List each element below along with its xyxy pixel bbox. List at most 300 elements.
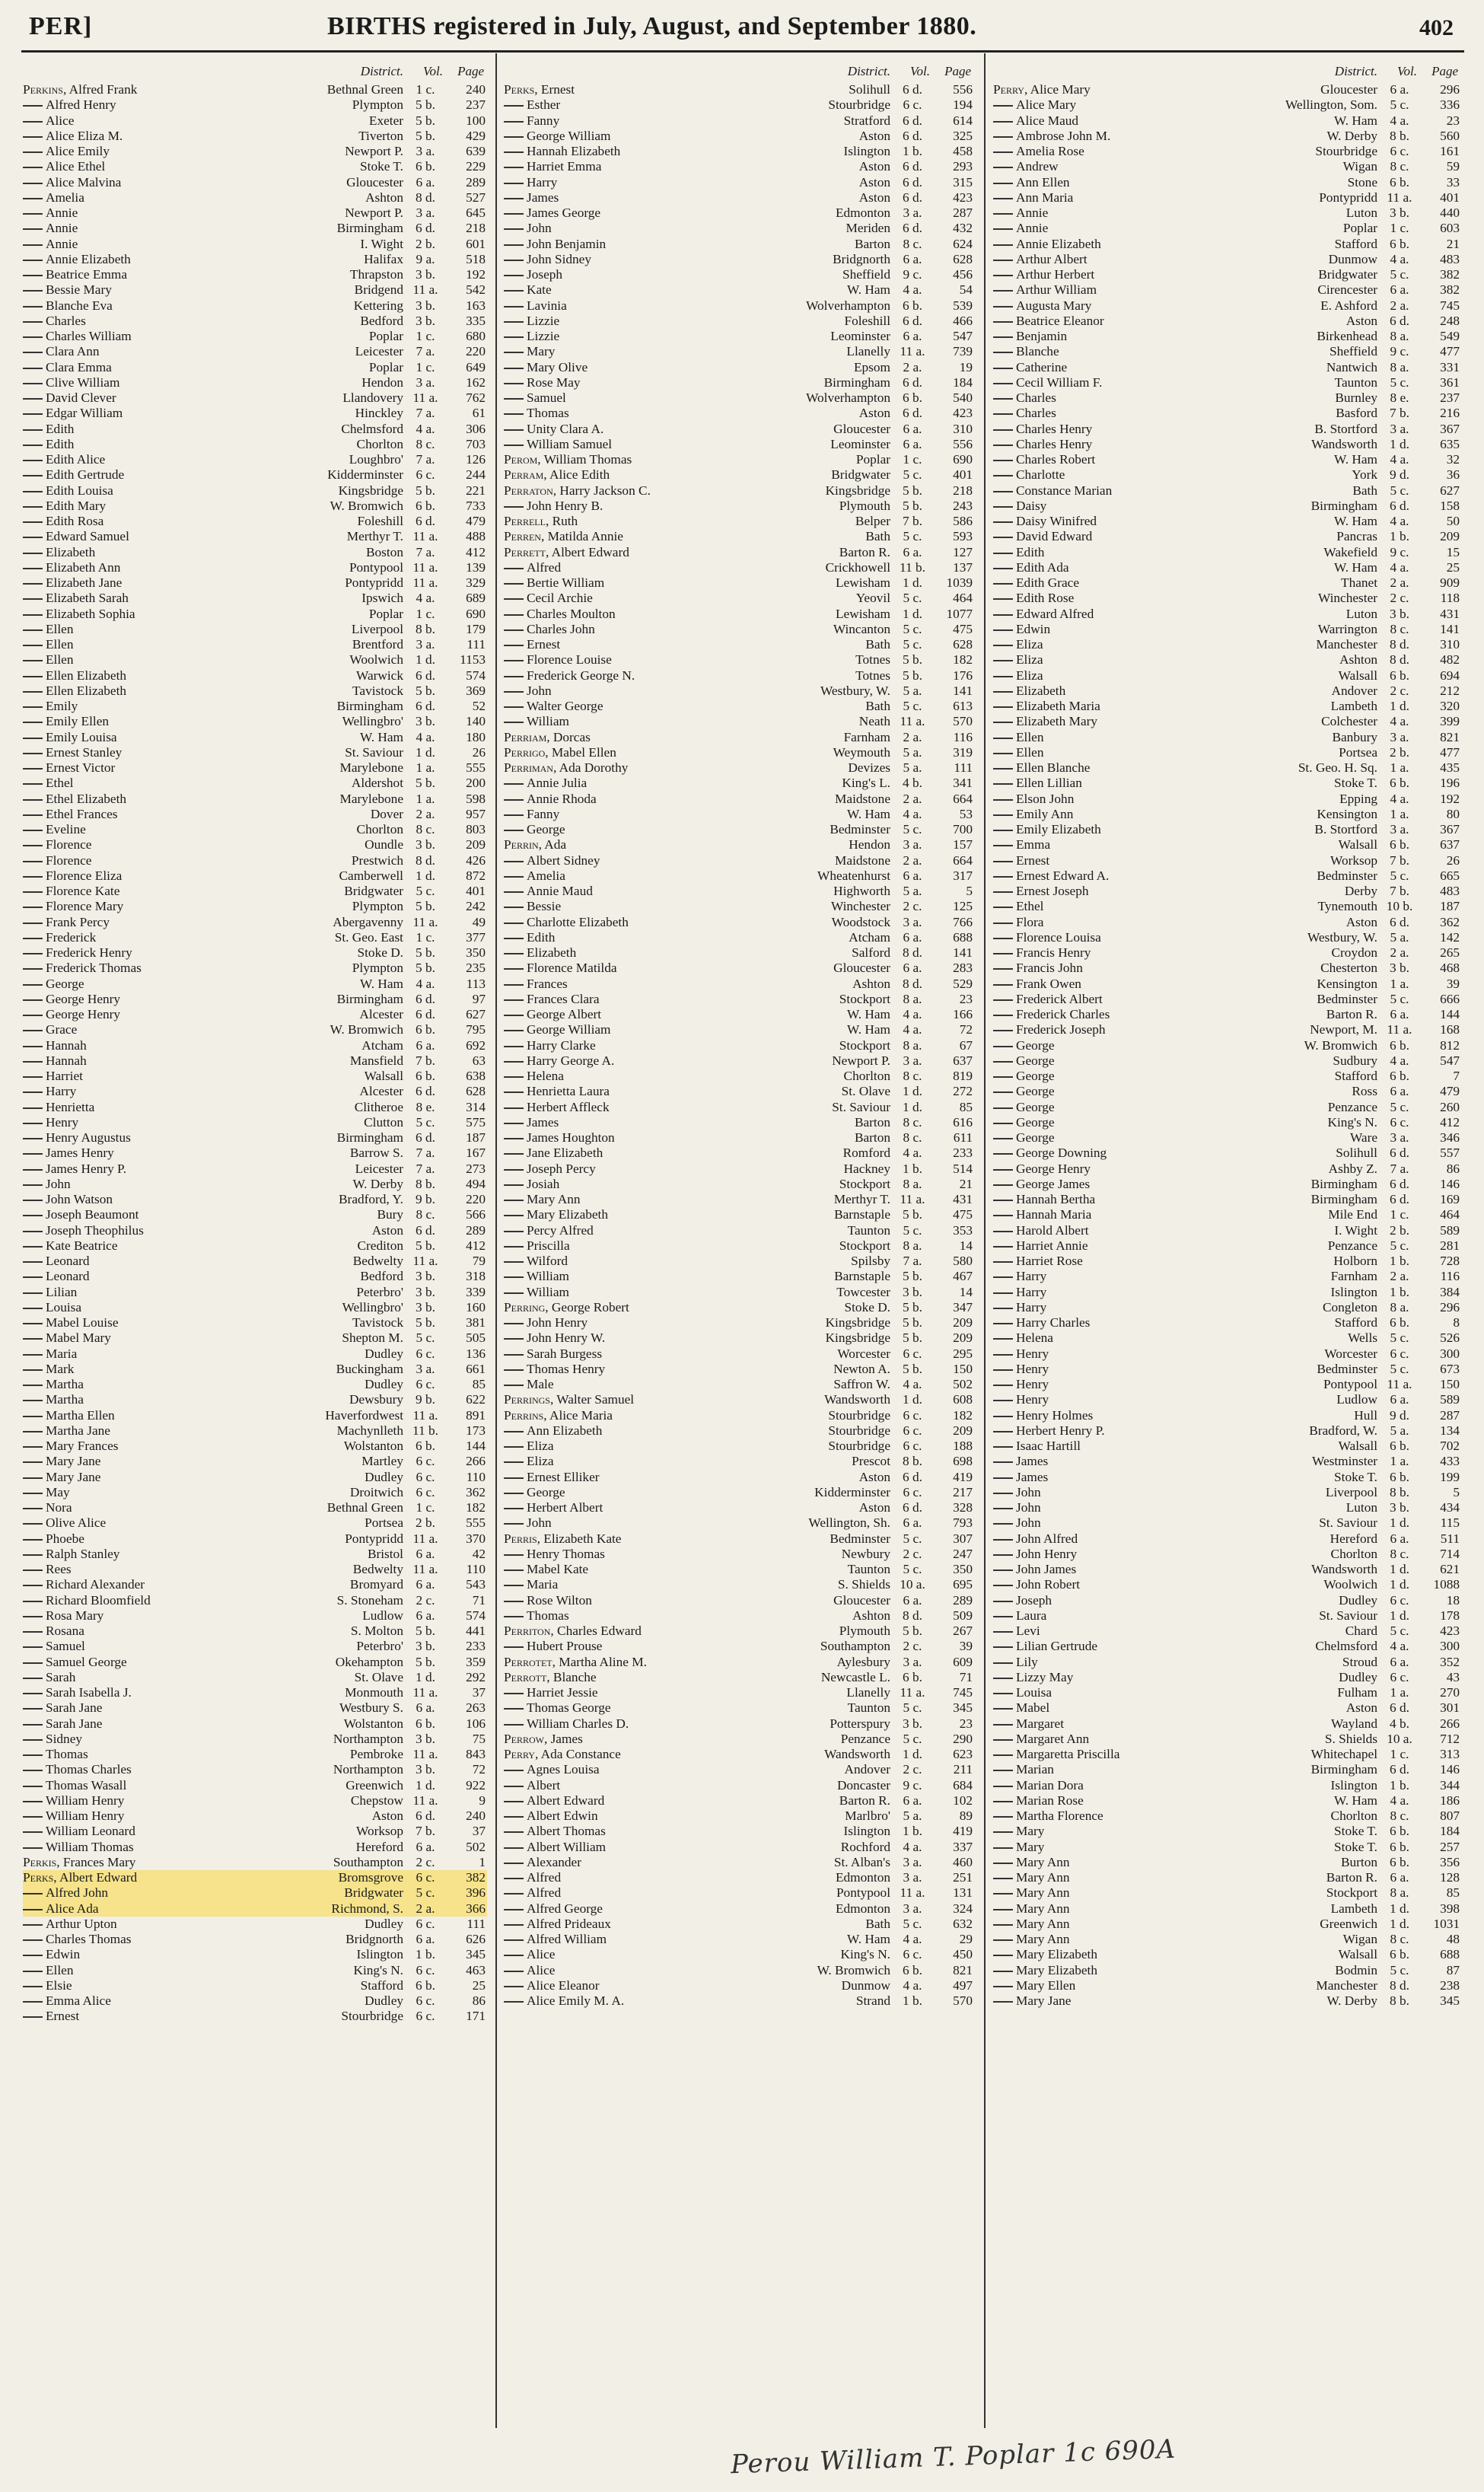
entry-volume: 6 c. [903, 1423, 922, 1438]
index-entry [504, 1670, 974, 1685]
index-entry [23, 252, 487, 267]
entry-name [504, 730, 591, 745]
entry-district: Droitwich [349, 1484, 403, 1499]
entry-volume: 3 b. [1390, 1500, 1409, 1515]
ditto-dash [993, 1724, 1013, 1726]
entry-volume: 10 a. [900, 1577, 925, 1592]
entry-district: Bedford [360, 1269, 403, 1284]
entry-volume: 11 a. [412, 1531, 438, 1546]
entry-page: 257 [1440, 1839, 1460, 1854]
entry-district: Penzance [840, 1731, 890, 1746]
entry-page: 555 [466, 760, 486, 775]
entry-volume: 6 a. [416, 1700, 435, 1716]
entry-page: 240 [466, 1808, 486, 1823]
entry-district: King's N. [840, 1947, 890, 1962]
entry-given-name: Frances Clara [527, 991, 600, 1006]
ditto-dash [23, 1523, 43, 1525]
entry-page: 426 [466, 852, 486, 868]
ditto-dash [504, 121, 524, 123]
entry-given-name: Marian [1016, 1762, 1054, 1777]
entry-page: 412 [1440, 1114, 1460, 1130]
entry-volume: 6 d. [903, 406, 922, 421]
entry-page: 479 [1440, 1084, 1460, 1099]
entry-page: 324 [953, 1901, 973, 1916]
entry-given-name: Frank Owen [1016, 976, 1081, 991]
index-entry [993, 1855, 1461, 1870]
index-entry [23, 977, 487, 992]
entry-district: Wellingbro' [342, 714, 403, 729]
entry-district: Gloucester [346, 174, 403, 190]
entry-given-name: Bertie William [527, 575, 605, 590]
entry-given-name: Henry Thomas [527, 1546, 605, 1561]
entry-volume: 3 a. [1390, 729, 1409, 744]
entry-district: Crickhowell [825, 559, 890, 575]
entry-page: 289 [953, 1592, 973, 1608]
ditto-dash [504, 213, 524, 215]
index-entry [23, 483, 487, 499]
entry-page: 456 [953, 267, 973, 282]
entry-district: Stoke D. [357, 945, 403, 960]
ditto-dash [993, 398, 1013, 400]
index-entry [504, 1392, 974, 1407]
entry-volume: 2 c. [1390, 683, 1409, 698]
entry-volume: 11 a. [412, 1685, 438, 1700]
entry-page: 218 [953, 483, 973, 498]
ditto-dash [23, 691, 43, 693]
entry-volume: 6 d. [416, 991, 435, 1006]
ditto-dash [504, 691, 524, 693]
entry-district: Llanelly [846, 1685, 890, 1700]
entry-page: 543 [466, 1577, 486, 1592]
entry-given-name: Priscilla [527, 1238, 570, 1253]
entry-district: Pontypool [1323, 1377, 1377, 1391]
entry-page: 42 [472, 1546, 486, 1561]
entry-page: 475 [953, 621, 973, 636]
entry-district: Cirencester [1317, 282, 1377, 298]
entry-volume: 1 b. [1390, 529, 1409, 544]
entry-volume: 1 a. [1390, 806, 1409, 821]
entry-given-name: Elizabeth [1016, 683, 1066, 698]
index-entry [993, 992, 1461, 1007]
index-entry [993, 591, 1461, 606]
entry-volume: 5 c. [416, 884, 435, 898]
entry-given-name: Martha [46, 1392, 84, 1407]
ditto-dash [23, 228, 43, 230]
entry-district: Stockport [1326, 1885, 1377, 1901]
entry-given-name: Beatrice Emma [46, 267, 127, 282]
ditto-dash [23, 1924, 43, 1926]
index-entry [993, 144, 1461, 159]
entry-district: Lambeth [1330, 699, 1377, 713]
entry-volume: 11 a. [900, 1885, 925, 1901]
entry-district: St. Saviour [1319, 1515, 1377, 1531]
entry-given-name: Leonard [46, 1269, 90, 1284]
ditto-dash [23, 1939, 43, 1941]
index-entry [504, 1716, 974, 1732]
entry-district: Epping [1339, 791, 1377, 806]
entry-given-name: Eveline [46, 822, 86, 837]
ditto-dash [993, 861, 1013, 862]
ditto-dash [23, 275, 43, 276]
entry-given-name: Mary Elizabeth [1016, 1947, 1098, 1962]
index-entry [23, 1238, 487, 1254]
entry-volume: 9 c. [1390, 344, 1409, 359]
ditto-dash [23, 1076, 43, 1078]
entry-page: 209 [1440, 529, 1460, 544]
index-entry [993, 1392, 1461, 1407]
entry-district: Wandsworth [1311, 436, 1377, 451]
entry-volume: 5 c. [1390, 1099, 1409, 1114]
entry-volume: 2 a. [1390, 1269, 1409, 1284]
entry-district: Stafford [1334, 236, 1377, 251]
entry-volume: 7 b. [416, 1824, 435, 1839]
index-entry [504, 1069, 974, 1084]
entry-given-name: James Henry P. [46, 1161, 127, 1176]
entry-given-name: Margaret Ann [1016, 1731, 1090, 1746]
index-entry [993, 1485, 1461, 1500]
entry-given-name: Richard Bloomfield [46, 1592, 151, 1608]
index-entry [23, 144, 487, 159]
entry-given-name: John Sidney [527, 251, 591, 266]
entry-district: Crediton [357, 1238, 403, 1253]
entry-district: Islington [1330, 1777, 1377, 1793]
vol-heading: Vol. [1397, 64, 1417, 78]
entry-district: Dover [370, 806, 403, 821]
entry-given-name: May [46, 1484, 70, 1499]
index-entry [993, 1470, 1461, 1485]
entry-district: Aston [858, 128, 890, 143]
entry-volume: 3 b. [416, 1639, 435, 1654]
entry-given-name: Annie [1016, 221, 1049, 236]
entry-page: 664 [953, 791, 973, 806]
index-entry [23, 452, 487, 467]
ditto-dash [504, 984, 524, 986]
entry-page: 872 [466, 868, 486, 883]
index-entry [504, 1315, 974, 1330]
entry-page: 366 [466, 1901, 486, 1916]
entry-district: Kidderminster [814, 1484, 890, 1499]
ditto-dash [23, 1015, 43, 1016]
entry-name [504, 1655, 647, 1670]
entry-page: 209 [466, 837, 486, 852]
ditto-dash [23, 1061, 43, 1063]
ditto-dash [504, 198, 524, 199]
ditto-dash [23, 1786, 43, 1787]
entry-district: Pontypridd [1319, 190, 1377, 205]
index-entry [993, 1577, 1461, 1592]
entry-district: Newport P. [345, 206, 403, 220]
entry-volume: 6 d. [416, 514, 435, 528]
entry-given-name: Samuel [46, 1639, 85, 1654]
entry-given-name: George [1016, 1037, 1055, 1053]
entry-page: 188 [953, 1439, 973, 1453]
entry-district: Chelmsford [341, 421, 403, 436]
entry-page: 295 [953, 1346, 973, 1361]
entry-district: Banbury [1332, 729, 1377, 744]
ditto-dash [23, 1292, 43, 1294]
ditto-dash [993, 260, 1013, 261]
entry-district: Wolstanton [343, 1439, 403, 1453]
entry-district: Birmingham [1310, 1176, 1377, 1191]
entry-page: 549 [1440, 329, 1460, 343]
entry-given-name: David Edward [1016, 529, 1093, 544]
entry-given-name: Henry [46, 1114, 79, 1130]
entry-volume: 6 c. [416, 1484, 435, 1499]
entry-volume: 6 b. [903, 1669, 922, 1684]
entry-page: 466 [953, 313, 973, 328]
index-entry [993, 1022, 1461, 1037]
entry-page: 702 [1440, 1439, 1460, 1453]
entry-given-name: Andrew [1016, 159, 1059, 174]
entry-district: Nantwich [1326, 359, 1377, 374]
entry-district: Peterbro' [356, 1639, 403, 1654]
entry-page: 692 [466, 1037, 486, 1053]
entry-given-name: Alfred [527, 1885, 562, 1901]
index-entry [23, 1315, 487, 1330]
entry-volume: 6 c. [416, 467, 435, 483]
index-entry [23, 314, 487, 329]
index-entry [504, 329, 974, 344]
entry-district: Poplar [368, 359, 403, 374]
entry-district: Derby [1344, 884, 1377, 898]
index-entry [504, 437, 974, 452]
entry-given-name: Eliza [527, 1439, 554, 1453]
entry-volume: 1 b. [903, 1161, 922, 1176]
index-entry [504, 1038, 974, 1053]
entry-given-name: Alice [527, 1947, 556, 1962]
ditto-dash [993, 1662, 1013, 1664]
entry-page: 199 [1440, 1469, 1460, 1484]
entry-page: 310 [953, 421, 973, 436]
entry-volume: 6 a. [1390, 1531, 1409, 1546]
index-entry [23, 344, 487, 359]
entry-given-name: Mabel [1016, 1700, 1050, 1716]
ditto-dash [993, 1847, 1013, 1849]
ditto-dash [993, 984, 1013, 986]
index-entry [23, 1392, 487, 1407]
entry-district: Kidderminster [327, 467, 403, 483]
ditto-dash [993, 475, 1013, 476]
entry-given-name: Lily [1016, 1654, 1038, 1669]
entry-page: 336 [1440, 97, 1460, 113]
entry-page: 26 [472, 744, 486, 760]
ditto-dash [23, 891, 43, 893]
ditto-dash [23, 1446, 43, 1448]
ditto-dash [23, 1724, 43, 1726]
entry-page: 79 [472, 1254, 486, 1268]
ditto-dash [23, 1569, 43, 1571]
ditto-dash [504, 244, 524, 246]
entry-page: 635 [1440, 436, 1460, 451]
entry-given-name: Mary Ann [1016, 1901, 1070, 1916]
index-entry [993, 1778, 1461, 1793]
entry-volume: 6 a. [903, 868, 922, 883]
entry-page: 622 [466, 1392, 486, 1407]
entry-page: 468 [1440, 961, 1460, 976]
entry-page: 289 [466, 1222, 486, 1238]
entry-page: 125 [953, 899, 973, 914]
entry-page: 632 [953, 1916, 973, 1931]
entry-given-name: Florence Louisa [1016, 929, 1101, 945]
entry-given-name: Harold Albert [1016, 1222, 1089, 1238]
entry-district: St. Alban's [833, 1854, 890, 1869]
entry-given-name: Herbert Affleck [527, 1099, 610, 1114]
ditto-dash [23, 1261, 43, 1263]
ditto-dash [504, 1385, 524, 1386]
entry-district: Camberwell [339, 868, 403, 883]
ditto-dash [504, 151, 524, 153]
entry-page: 673 [1440, 1361, 1460, 1376]
index-entry [993, 607, 1461, 622]
index-entry [23, 560, 487, 575]
ditto-dash [23, 198, 43, 199]
index-entry [993, 175, 1461, 190]
entry-page: 384 [1440, 1284, 1460, 1299]
ditto-dash [504, 1909, 524, 1910]
district-heading: District. [1334, 64, 1377, 78]
entry-given-name: Charlotte Elizabeth [527, 914, 629, 929]
entry-given-name: Ralph Stanley [46, 1546, 120, 1561]
entry-page: 423 [953, 190, 973, 205]
index-entry [504, 1870, 974, 1885]
entry-page: 80 [1446, 806, 1460, 821]
entry-page: 25 [472, 1977, 486, 1993]
entry-district: Bath [865, 529, 890, 544]
entry-district: Stourbridge [1315, 144, 1377, 158]
entry-given-name: Male [527, 1377, 554, 1391]
entry-district: Stratford [843, 113, 890, 128]
entry-given-name: Elizabeth Sophia [46, 606, 135, 621]
entry-volume: 1 a. [1390, 760, 1409, 775]
ditto-dash [993, 1646, 1013, 1648]
ditto-dash [993, 1200, 1013, 1201]
entry-page: 26 [1446, 852, 1460, 868]
entry-volume: 5 c. [1390, 483, 1409, 498]
entry-district: Edmonton [835, 1901, 890, 1916]
ditto-dash [504, 1076, 524, 1078]
entry-given-name: Frances Mary [59, 1854, 136, 1869]
entry-given-name: John [527, 221, 552, 236]
entry-district: Kettering [353, 298, 403, 313]
index-entry [23, 1963, 487, 1978]
entry-given-name: Emma Alice [46, 1993, 111, 2008]
entry-page: 483 [1440, 884, 1460, 898]
index-entry [993, 221, 1461, 236]
entry-page: 43 [1446, 1669, 1460, 1684]
entry-district: W. Ham [847, 806, 890, 821]
entry-page: 367 [1440, 421, 1460, 436]
entry-district: St. Saviour [1319, 1608, 1377, 1623]
entry-given-name: Charles Henry [1016, 421, 1093, 436]
entry-district: Stoke T. [1334, 1469, 1377, 1484]
entry-page: 19 [959, 359, 973, 374]
entry-district: Walsall [1338, 1439, 1377, 1453]
entry-district: Warwick [356, 668, 403, 683]
entry-volume: 6 d. [1390, 1762, 1409, 1777]
entry-page: 680 [466, 329, 486, 343]
entry-given-name: Alice [527, 1962, 556, 1977]
entry-page: 574 [466, 1608, 486, 1623]
entry-given-name: Alice Eleanor [527, 1977, 600, 1993]
entry-page: 141 [953, 683, 973, 698]
entry-page: 146 [1440, 1176, 1460, 1191]
index-entry [504, 144, 974, 159]
entry-given-name: George Henry [1016, 1161, 1091, 1176]
entry-given-name: Henrietta [46, 1099, 95, 1114]
ditto-dash [23, 1678, 43, 1679]
entry-given-name: Sarah Jane [46, 1700, 103, 1716]
entry-page: 97 [472, 991, 486, 1006]
entry-volume: 5 a. [903, 884, 922, 898]
index-entry [23, 1885, 487, 1901]
entry-given-name: Harriet Jessie [527, 1685, 598, 1700]
index-entry [504, 1993, 974, 2009]
entry-district: Bedford [360, 313, 403, 328]
index-entry [504, 575, 974, 591]
ditto-dash [504, 1878, 524, 1879]
ditto-dash [993, 183, 1013, 184]
index-entry [23, 575, 487, 591]
entry-volume: 6 b. [903, 390, 922, 405]
ditto-dash [23, 183, 43, 184]
entry-given-name: Frederick Albert [1016, 991, 1103, 1006]
entry-given-name: Thomas [46, 1747, 88, 1761]
index-entry [993, 1824, 1461, 1839]
entry-given-name: Eliza [1016, 668, 1043, 683]
index-entry [23, 1500, 487, 1515]
entry-given-name: Ellen Lillian [1016, 776, 1082, 791]
index-entry [993, 1747, 1461, 1762]
entry-volume: 6 d. [903, 1500, 922, 1515]
entry-given-name: George James [1016, 1176, 1091, 1191]
entry-given-name: George [1016, 1084, 1055, 1099]
ditto-dash [993, 1708, 1013, 1710]
ditto-dash [23, 1831, 43, 1833]
entry-volume: 4 a. [1390, 113, 1409, 128]
ditto-dash [23, 660, 43, 661]
ditto-dash [23, 383, 43, 384]
entry-volume: 1 c. [903, 452, 922, 467]
entry-given-name: Rosa Mary [46, 1608, 104, 1623]
entry-district: Mansfield [349, 1053, 403, 1068]
ditto-dash [993, 121, 1013, 123]
entry-page: 733 [466, 498, 486, 513]
entry-district: Walsall [1338, 1947, 1377, 1962]
entry-volume: 8 c. [903, 1114, 922, 1130]
entry-volume: 3 b. [416, 1284, 435, 1299]
entry-given-name: Albert Thomas [527, 1824, 606, 1839]
entry-volume: 6 b. [1390, 1469, 1409, 1484]
ditto-dash [504, 938, 524, 939]
entry-district: Aston [858, 174, 890, 190]
index-entry [993, 1362, 1461, 1377]
entry-given-name: Mark [46, 1361, 75, 1376]
entry-given-name: Isaac Hartill [1016, 1439, 1081, 1453]
entry-page: 645 [466, 206, 486, 220]
entry-district: Oundle [365, 837, 403, 852]
entry-district: Alcester [359, 1007, 403, 1021]
ditto-dash [504, 891, 524, 893]
index-entry [504, 915, 974, 930]
entry-page: 603 [1440, 221, 1460, 236]
ditto-dash [23, 1400, 43, 1401]
entry-volume: 11 a. [412, 1562, 438, 1576]
entry-volume: 6 c. [903, 1484, 922, 1499]
entry-district: Poplar [1342, 221, 1377, 236]
entry-district: Romford [842, 1146, 890, 1161]
entry-district: Westbury, W. [820, 683, 890, 698]
entry-district: Bodmin [1335, 1962, 1377, 1977]
